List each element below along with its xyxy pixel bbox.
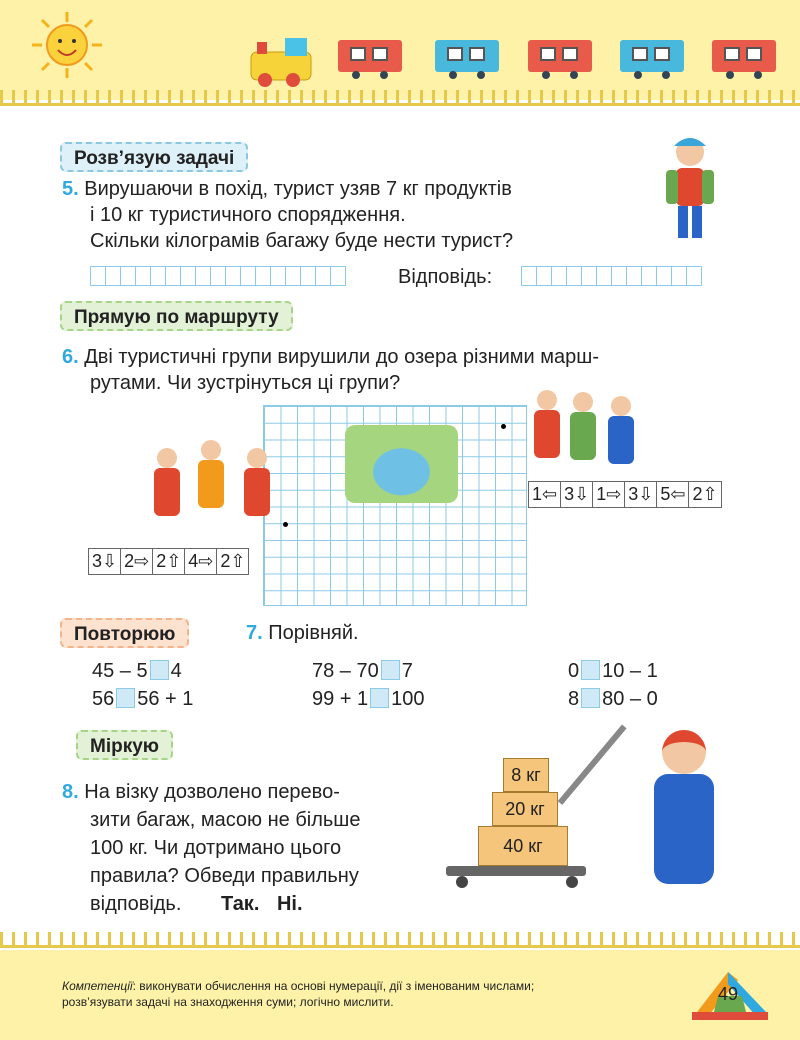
section-label-route: Прямую по маршруту xyxy=(60,301,293,331)
crate-20kg: 20 кг xyxy=(492,792,558,826)
task-line: Вирушаючи в похід, турист узяв 7 кг продуктів xyxy=(84,178,512,200)
tourist-figure xyxy=(604,396,638,466)
top-fence xyxy=(0,90,800,106)
cart-wheel-icon xyxy=(456,876,468,888)
start-point-left xyxy=(283,522,288,527)
expr-left: 0 xyxy=(568,660,580,682)
route-step: 2⇧ xyxy=(153,549,185,574)
section-label-solve: Розв’язую задачі xyxy=(60,142,248,172)
compare-row xyxy=(92,658,182,684)
task-number: 6. xyxy=(62,346,79,368)
tourist-figure xyxy=(150,448,184,518)
compare-box[interactable] xyxy=(381,660,400,680)
tourist-figure xyxy=(194,440,228,510)
task-7 xyxy=(246,620,359,646)
compare-row xyxy=(568,658,658,684)
route-step: 3⇩ xyxy=(89,549,121,574)
cart-wheel-icon xyxy=(566,876,578,888)
route-step: 2⇧ xyxy=(692,484,718,504)
crate-8kg: 8 кг xyxy=(503,758,549,792)
bottom-fence xyxy=(0,932,800,948)
compare-row xyxy=(568,686,658,712)
route-step: 1⇨ xyxy=(593,482,625,507)
expr-right: 80 – 0 xyxy=(602,688,658,710)
tourist-figure xyxy=(240,448,274,518)
section-label-think: Міркую xyxy=(76,730,173,760)
tourist-figure xyxy=(566,392,600,462)
train-wagon xyxy=(712,40,776,72)
task-number: 7. xyxy=(246,622,263,644)
route-instructions-right xyxy=(528,481,722,508)
route-step: 3⇩ xyxy=(625,482,657,507)
task-line: Скільки кілограмів багажу буде нести турист? xyxy=(90,230,514,252)
boy-illustration xyxy=(640,730,730,890)
task-line: відповідь. xyxy=(90,893,182,915)
compare-row xyxy=(312,658,413,684)
task-line: правила? Обведи правильну xyxy=(90,865,359,887)
footer-competences xyxy=(62,978,662,1010)
answer-yes[interactable]: Так. xyxy=(220,893,260,915)
route-step: 3⇩ xyxy=(561,482,593,507)
task-8 xyxy=(62,778,360,918)
expr-right: 7 xyxy=(401,660,413,682)
task-line: рутами. Чи зустрінуться ці групи? xyxy=(90,372,401,394)
expr-left: 8 xyxy=(568,688,580,710)
competence-label: Компетенції xyxy=(62,979,133,993)
route-step: 5⇦ xyxy=(657,482,689,507)
task-text: Порівняй. xyxy=(268,622,359,644)
task-number: 8. xyxy=(62,781,79,803)
task-number: 5. xyxy=(62,178,79,200)
expr-left: 99 + 1 xyxy=(312,688,369,710)
crate-40kg: 40 кг xyxy=(478,826,568,866)
competence-text: : виконувати обчислення на основі нумерації, дії з іменованим числами; xyxy=(132,979,535,993)
task-5 xyxy=(62,176,513,254)
expr-left: 45 – 5 xyxy=(92,660,148,682)
task-6 xyxy=(62,344,599,396)
expr-left: 78 – 70 xyxy=(312,660,379,682)
page-number: 49 xyxy=(718,984,739,1004)
competence-text: розв’язувати задачі на знаходження суми; логічно мислити. xyxy=(62,995,394,1009)
compare-row xyxy=(312,686,425,712)
locomotive-icon xyxy=(245,30,325,90)
task-line: На візку дозволено перево- xyxy=(84,781,340,803)
route-step: 2⇨ xyxy=(121,549,153,574)
route-instructions-left xyxy=(88,548,249,575)
expr-right: 10 – 1 xyxy=(602,660,658,682)
compare-box[interactable] xyxy=(581,660,600,680)
cart-handle xyxy=(558,724,627,804)
task-line: Дві туристичні групи вирушили до озера різними марш- xyxy=(84,346,599,368)
compare-box[interactable] xyxy=(116,688,135,708)
train-wagon xyxy=(338,40,402,72)
solution-cells[interactable] xyxy=(90,266,345,286)
tourist-figure xyxy=(530,390,564,460)
start-point-right xyxy=(501,424,506,429)
train-wagon xyxy=(435,40,499,72)
compare-box[interactable] xyxy=(150,660,169,680)
task-line: зити багаж, масою не більше xyxy=(90,809,361,831)
expr-right: 4 xyxy=(170,660,182,682)
train-wagon xyxy=(620,40,684,72)
compare-box[interactable] xyxy=(370,688,389,708)
task-line: 100 кг. Чи дотримано цього xyxy=(90,837,342,859)
compare-box[interactable] xyxy=(581,688,600,708)
expr-right: 56 + 1 xyxy=(137,688,194,710)
expr-left: 56 xyxy=(92,688,115,710)
answer-label: Відповідь: xyxy=(398,266,493,288)
answer-no[interactable]: Ні. xyxy=(276,893,303,915)
compare-row xyxy=(92,686,193,712)
section-label-repeat: Повторюю xyxy=(60,618,189,648)
cart-platform xyxy=(446,866,586,876)
expr-right: 100 xyxy=(391,688,425,710)
train-wagon xyxy=(528,40,592,72)
sun-icon xyxy=(22,10,112,80)
route-step: 2⇧ xyxy=(220,551,246,571)
lake-illustration xyxy=(345,425,458,503)
route-step: 4⇨ xyxy=(185,549,217,574)
hiker-illustration xyxy=(660,130,720,245)
route-step: 1⇦ xyxy=(529,482,561,507)
task-line: і 10 кг туристичного спорядження. xyxy=(90,204,406,226)
answer-cells[interactable] xyxy=(521,266,701,286)
